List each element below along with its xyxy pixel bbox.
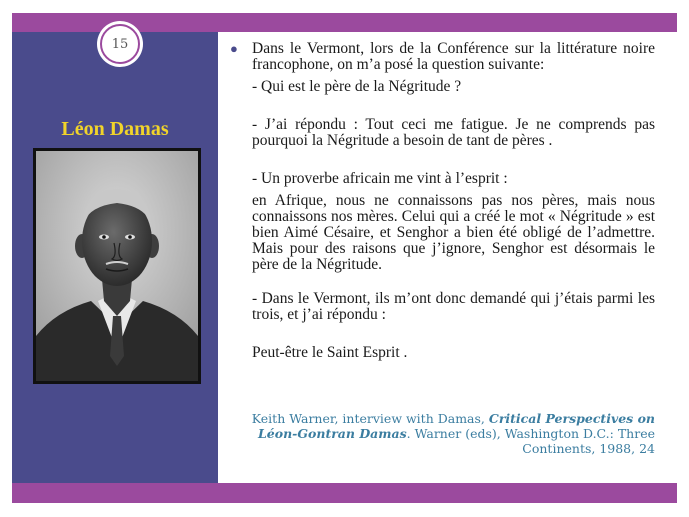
paragraph-proverb-intro: - Un proverbe africain me vint à l’esprit :	[252, 170, 508, 187]
paragraph-answer: - J’ai répondu : Tout ceci me fatigue. Je ne comprends pas pourquoi la Négritude a besoin de tant de pères .	[252, 116, 655, 149]
bottom-accent-bar	[12, 483, 677, 503]
paragraph-intro: Dans le Vermont, lors de la Conférence sur la littérature noire francophone, on m’a posé la question suivante:	[252, 40, 655, 73]
person-name: Léon Damas	[61, 118, 169, 140]
citation	[240, 411, 655, 456]
paragraph-question: - Qui est le père de la Négritude ?	[252, 78, 462, 95]
paragraph-conclusion: Peut-être le Saint Esprit .	[252, 344, 408, 361]
portrait-illustration	[36, 151, 198, 381]
citation-suffix: . Warner (eds), Washington D.C.: Three Continents, 1988, 24	[406, 426, 655, 456]
citation-title: Critical Perspectives on Léon-Gontran Damas	[257, 411, 655, 441]
bullet-icon: ●	[230, 41, 238, 56]
paragraph-vermont: - Dans le Vermont, ils m’ont donc demandé qui j’étais parmi les trois, et j’ai répondu :	[252, 290, 655, 323]
paragraph-proverb: en Afrique, nous ne connaissons pas nos pères, mais nous connaissons nos mères. Celui qui a créé le mot « Négritude » est bien Aimé Césaire, et Senghor a bien été obligé de l’admettre. Mais pour des raisons que j’ignore, Senghor est désormais le père de la Négritude.	[252, 192, 655, 273]
slide-number: 15	[111, 36, 129, 52]
citation-prefix: Keith Warner, interview with Damas,	[251, 411, 489, 426]
portrait-frame	[33, 148, 201, 384]
quote-text-block	[230, 41, 655, 361]
slide-number-badge	[100, 24, 140, 64]
bullet-paragraph	[230, 41, 655, 73]
portrait-photo	[36, 151, 198, 381]
